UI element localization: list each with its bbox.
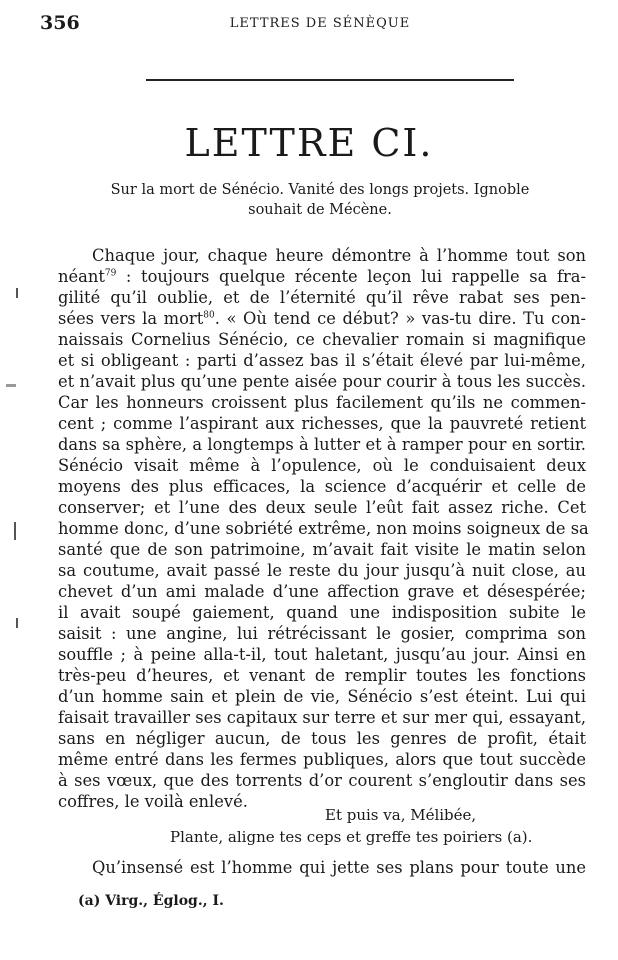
scan-mark	[16, 618, 18, 628]
continuation-paragraph	[58, 857, 586, 878]
text-line	[58, 266, 586, 287]
text-line: homme donc, d’une sobriété extrême, non moins soigneux de sa	[58, 519, 589, 538]
text-line: chevet d’un ami malade d’une affection grave et désespérée;	[58, 582, 586, 601]
text-line: Qu’insensé est l’homme qui jette ses plans pour toute une	[92, 858, 586, 877]
note-ref: 79	[104, 268, 117, 279]
scan-mark	[16, 288, 18, 298]
text-line: faisait travailler ses capitaux sur terre et sur mer qui, essayant,	[58, 708, 586, 727]
text-line: même entré dans les fermes publiques, alors que tout succède	[58, 750, 586, 769]
text-line: il avait soupé gaiement, quand une indisposition subite le	[58, 603, 586, 622]
text-fragment: : toujours quelque récente leçon lui rappelle sa fra-	[116, 267, 586, 286]
verse-line: Et puis va, Mélibée,	[325, 806, 477, 824]
scan-mark	[14, 522, 16, 540]
summary-line: Sur la mort de Sénécio. Vanité des longs projets. Ignoble	[110, 182, 530, 198]
text-line: dans sa sphère, a longtemps à lutter et à ramper pour en sortir.	[58, 435, 586, 454]
text-line: moyens des plus efficaces, la science d’acquérir et celle de	[58, 477, 586, 496]
text-line: Car les honneurs croissent plus facilement qu’ils ne commen-	[58, 393, 586, 412]
text-line: et si obligeant : parti d’assez bas il s’était élevé par lui-même,	[58, 351, 586, 370]
text-line: Sénécio visait même à l’opulence, où le conduisaient deux	[58, 456, 586, 475]
letter-title: LETTRE CI.	[184, 121, 434, 165]
page-header	[40, 12, 600, 36]
header-rule	[146, 79, 514, 81]
text-line: gilité qu’il oublie, et de l’éternité qu’il rêve rabat ses pen-	[58, 288, 586, 307]
letter-summary	[40, 180, 600, 220]
text-line: Chaque jour, chaque heure démontre à l’homme tout son	[92, 246, 586, 265]
text-line: à ses vœux, que des torrents d’or courent s’engloutir dans ses	[58, 771, 586, 790]
text-line: et n’avait plus qu’une pente aisée pour courir à tous les succès.	[58, 372, 586, 391]
text-line: sans en négliger aucun, de tous les genres de profit, était	[58, 729, 586, 748]
text-fragment: sées vers la mort	[58, 309, 204, 328]
text-fragment: . « Où tend ce début? » vas-tu dire. Tu con-	[214, 309, 586, 328]
footnote: (a) Virg., Églog., I.	[78, 893, 224, 909]
letter-body	[58, 245, 589, 812]
scan-mark	[6, 384, 16, 387]
text-line: conserver; et l’une des deux seule l’eût fait assez riche. Cet	[58, 498, 586, 517]
text-line: santé que de son patrimoine, m’avait fait visite le matin selon	[58, 540, 586, 559]
text-line: souffle ; à peine alla-t-il, tout haletant, jusqu’au jour. Ainsi en	[58, 645, 586, 664]
running-head: LETTRES DE SÉNÈQUE	[229, 16, 411, 31]
text-line: cent ; comme l’aspirant aux richesses, que la pauvreté retient	[58, 414, 586, 433]
verse-line: Plante, aligne tes ceps et greffe tes poiriers (a).	[170, 828, 533, 846]
text-line	[58, 308, 586, 329]
page-number: 356	[40, 12, 80, 34]
text-line: coffres, le voilà enlevé.	[58, 792, 248, 811]
text-line: naissais Cornelius Sénécio, ce chevalier romain si magnifique	[58, 330, 586, 349]
text-fragment: néant	[58, 267, 105, 286]
note-ref: 80	[203, 310, 215, 321]
text-line: très-peu d’heures, et venant de remplir toutes les fonctions	[58, 666, 586, 685]
text-line: d’un homme sain et plein de vie, Sénécio s’est éteint. Lui qui	[58, 687, 586, 706]
text-line: sa coutume, avait passé le reste du jour jusqu’à nuit close, au	[58, 561, 586, 580]
text-line: saisit : une angine, lui rétrécissant le gosier, comprima son	[58, 624, 586, 643]
summary-line: souhait de Mécène.	[248, 202, 392, 218]
